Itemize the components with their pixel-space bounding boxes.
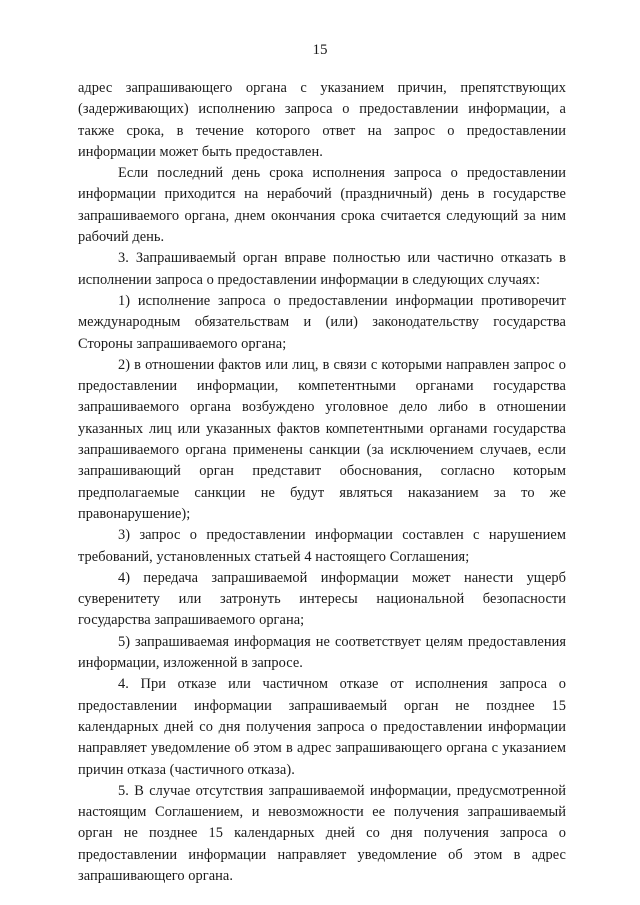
list-item-2: 2) в отношении фактов или лиц, в связи с которыми направлен запрос о предоставлении информации, компетентными органами государства запрашиваемого органа возбуждено уголовное дело либо в отношении указанных лиц или указанных фактов компетентными органами государства запрашиваемого органа применены санкции (за исключением случаев, если запрашивающий орган представит обоснования, согласно которым предполагаемые санкции не будут являться наказанием за то же правонарушение); [78,356,566,522]
list-item-3: 3) запрос о предоставлении информации составлен с нарушением требований, установленных статьей 4 настоящего Соглашения; [78,527,566,565]
paragraph-continuation: адрес запрашивающего органа с указанием причин, препятствующих (задерживающих) исполнению запроса о предоставлении информации, а также срока, в течение которого ответ на запрос о предоставлении информации может быть предоставлен. [78,80,566,160]
list-item-4: 4) передача запрашиваемой информации может нанести ущерб суверенитету или затронуть интересы национальной безопасности государства запрашиваемого органа; [78,569,566,629]
paragraph-clause-5-absence: 5. В случае отсутствия запрашиваемой информации, предусмотренной настоящим Соглашением, и невозможности ее получения запрашиваемый орган не позднее 15 календарных дней со дня получения запроса о предоставлении информации направляет уведомление об этом в адрес запрашивающего органа. [78,782,566,884]
list-item-1: 1) исполнение запроса о предоставлении информации противоречит международным обязательствам и (или) законодательству государства Стороны запрашиваемого органа; [78,292,566,352]
paragraph-clause-4-notice: 4. При отказе или частичном отказе от исполнения запроса о предоставлении информации запрашиваемый орган не позднее 15 календарных дней со дня получения запроса о предоставлении информации направляет уведомление об этом в адрес запрашивающего органа с указанием причин отказа (частичного отказа). [78,676,566,778]
page-number: 15 [312,42,328,58]
paragraph-deadline-holiday: Если последний день срока исполнения запроса о предоставлении информации приходится на нерабочий (праздничный) день в государстве запрашиваемого органа, днем окончания срока считается следующий за ним рабочий день. [78,165,566,246]
list-item-5: 5) запрашиваемая информация не соответствует целям предоставления информации, изложенной в запросе. [78,633,566,672]
paragraph-clause-3-refusal: 3. Запрашиваемый орган вправе полностью или частично отказать в исполнении запроса о предоставлении информации в следующих случаях: [78,250,566,288]
document-body [78,78,566,887]
